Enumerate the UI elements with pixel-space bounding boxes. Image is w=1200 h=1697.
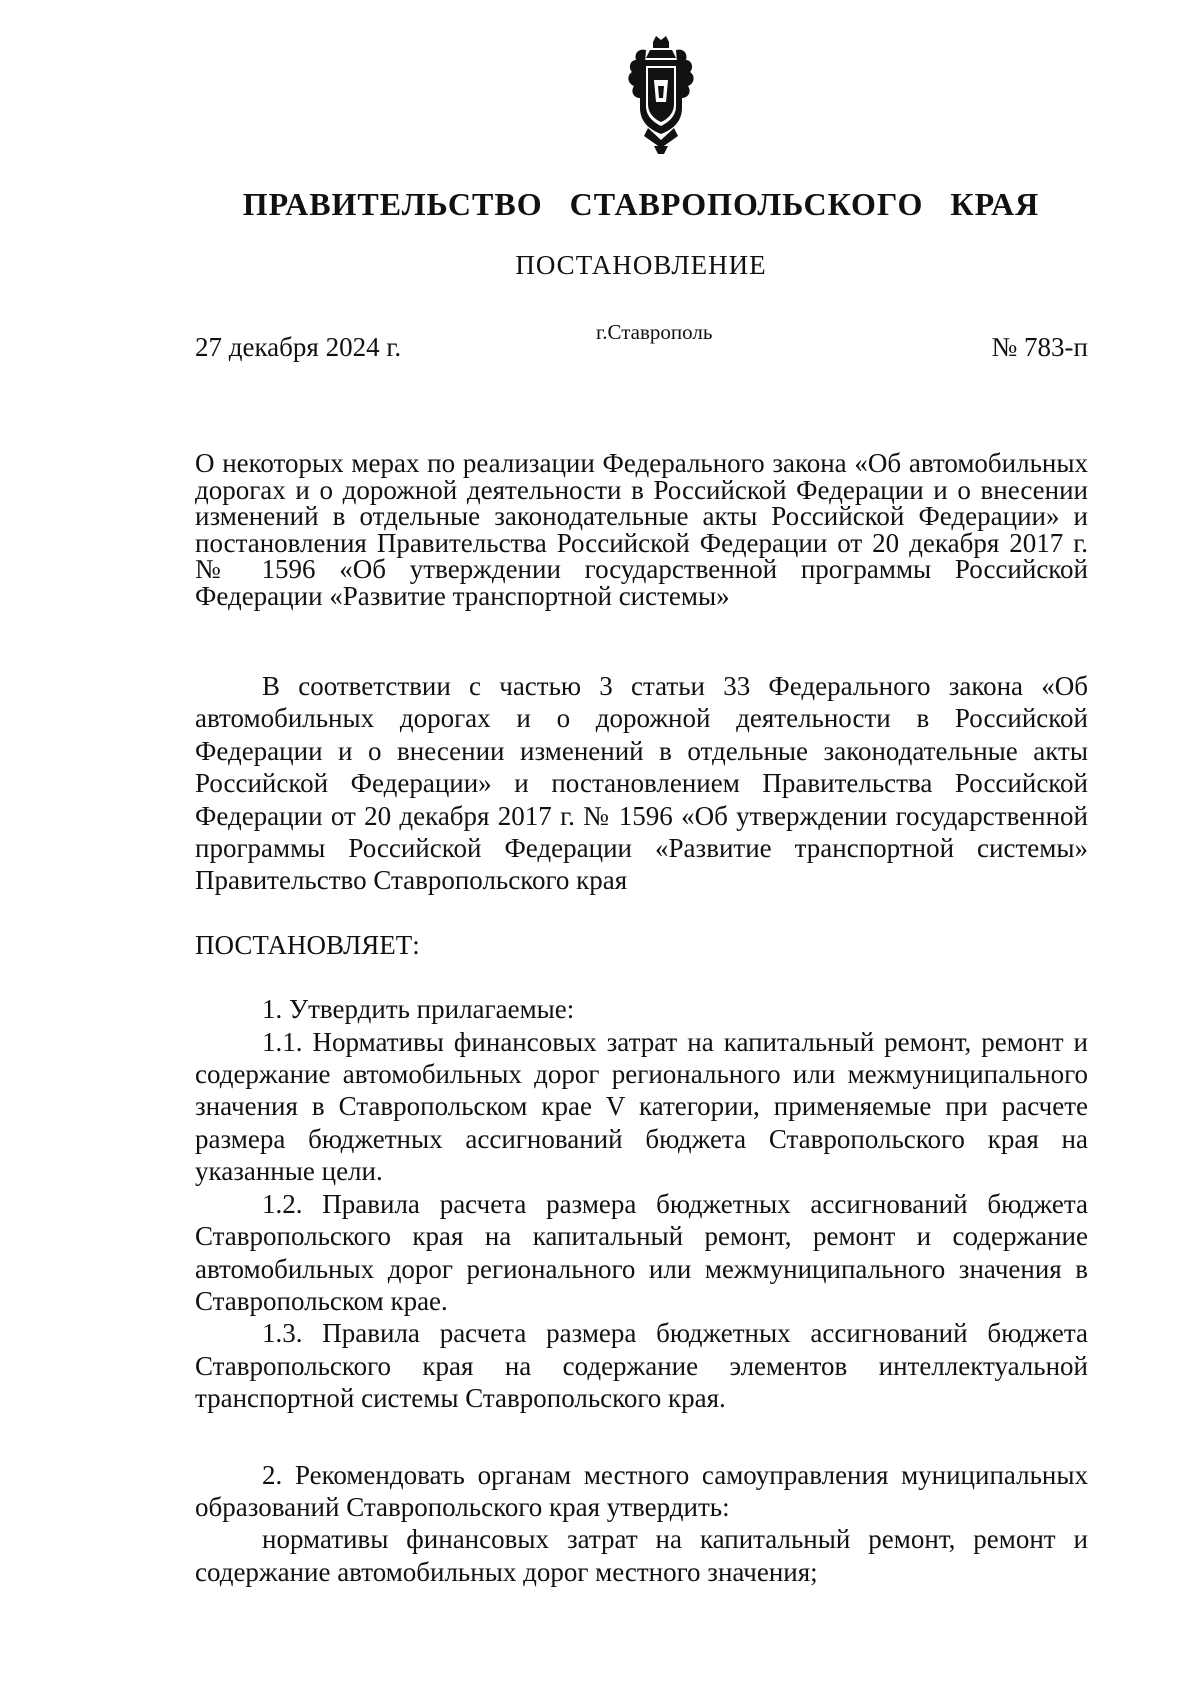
- document-subject: О некоторых мерах по реализации Федерального закона «Об автомобильных дорогах и о дорожной деятельности в Российской Федерации и о внесении изменений в отдельные законодательные акты Российской Федерации» и постановления Правительства Российской Федерации от 20 декабря 2017 г. № 1596 «Об утверждении государственной программы Российской Федерации «Развитие транспортной системы»: [195, 448, 1088, 611]
- clause-1-2: 1.2. Правила расчета размера бюджетных ассигнований бюджета Ставропольского края на капитальный ремонт, ремонт и содержание автомобильных дорог регионального или межмуниципального значения в Ставропольском крае.: [195, 1188, 1088, 1316]
- clause-1-1: 1.1. Нормативы финансовых затрат на капитальный ремонт, ремонт и содержание автомобильных дорог регионального или межмуниципального значения в Ставропольском крае V категории, применяемые при расчете размера бюджетных ассигнований бюджета Ставропольского края на указанные цели.: [195, 1026, 1088, 1187]
- document-date: 27 декабря 2024 г.: [195, 332, 402, 362]
- clause-1: 1. Утвердить прилагаемые:: [262, 994, 575, 1025]
- document-type: ПОСТАНОВЛЕНИЕ: [515, 250, 767, 280]
- document-number: № 783-п: [991, 332, 1088, 362]
- clause-1-3: 1.3. Правила расчета размера бюджетных ассигнований бюджета Ставропольского края на содержание элементов интеллектуальной транспортной системы Ставропольского края.: [195, 1318, 1088, 1414]
- coat-of-arms-icon: [624, 36, 698, 154]
- preamble-paragraph: В соответствии с частью 3 статьи 33 Федерального закона «Об автомобильных дорогах и о дорожной деятельности в Российской Федерации и о внесении изменений в отдельные законодательные акты Российской Федерации» и постановлением Правительства Российской Федерации от 20 декабря 2017 г. № 1596 «Об утверждении государственной программы Российской Федерации «Развитие транспортной системы» Правительство Ставропольского края: [195, 671, 1088, 896]
- resolves-heading: ПОСТАНОВЛЯЕТ:: [195, 929, 420, 960]
- document-city: г.Ставрополь: [596, 320, 713, 344]
- document-body: [195, 670, 1088, 1588]
- clause-2: 2. Рекомендовать органам местного самоуправления муниципальных образований Ставропольского края утвердить:: [195, 1459, 1088, 1522]
- clause-2-text: нормативы финансовых затрат на капитальный ремонт, ремонт и содержание автомобильных дорог местного значения;: [195, 1524, 1088, 1587]
- organization-title: ПРАВИТЕЛЬСТВО СТАВРОПОЛЬСКОГО КРАЯ: [242, 186, 1040, 222]
